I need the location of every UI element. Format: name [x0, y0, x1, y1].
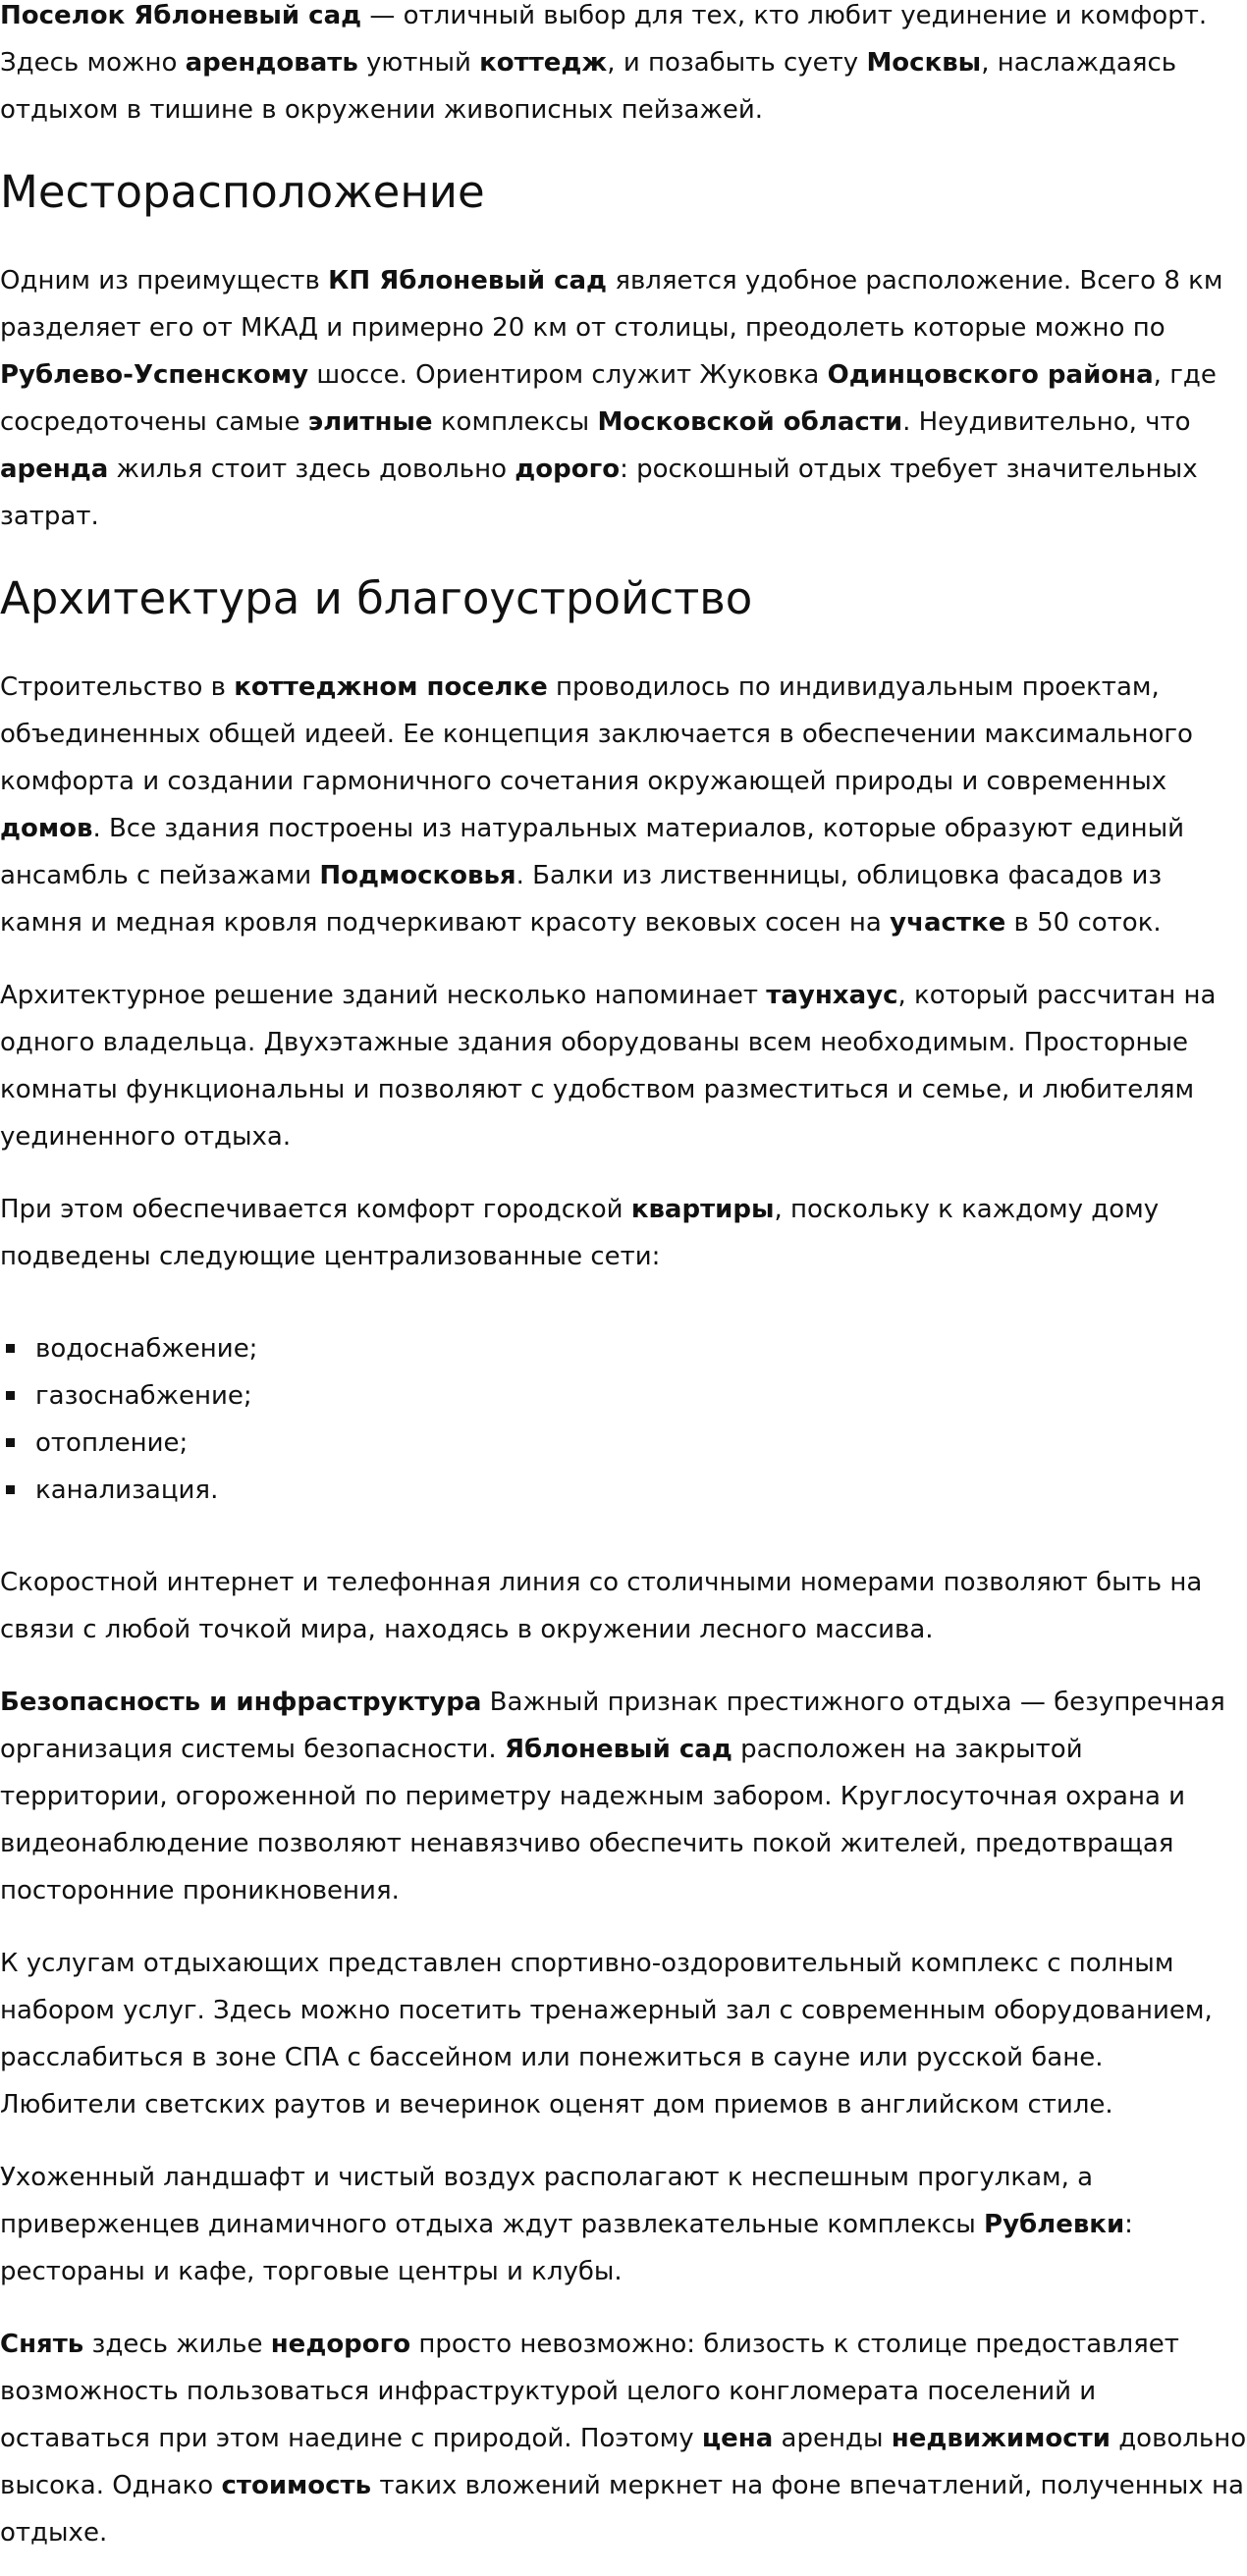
security-paragraph-4: Снять здесь жилье недорого просто невозможно: близость к столице предоставляет возможность пользоваться инфраструктурой целого конгломерата поселений и оставаться при этом наедине с природой. Поэтому цена аренды недвижимости довольно высока. Однако стоимость таких вложений меркнет на фоне впечатлений, полученных на отдыхе. — [0, 2330, 1247, 2548]
internet-paragraph: Скоростной интернет и телефонная линия со столичными номерами позволяют быть на связи с любой точкой мира, находясь в окружении лесного массива. — [0, 1568, 1203, 1644]
heading-architecture: Архитектура и благоустройство — [0, 572, 753, 624]
security-paragraph-1: Безопасность и инфраструктура Важный признак престижного отдыха — безупречная организация системы безопасности. Яблоневый сад расположен на закрытой территории, огороженной по периметру надежным забором. Круглосуточная охрана и видеонаблюдение позволяют ненавязчиво обеспечить покой жителей, предотвращая посторонние проникновения. — [0, 1688, 1225, 1905]
list-item: канализация. — [0, 1467, 1247, 1514]
heading-location: Месторасположение — [0, 166, 485, 218]
architecture-paragraph-1: Строительство в коттеджном поселке проводилось по индивидуальным проектам, объединенных общей идеей. Ее концепция заключается в обеспечении максимального комфорта и создании гармоничного сочетания окружающей природы и современных домов. Все здания построены из натуральных материалов, которые образуют единый ансамбль с пейзажами Подмосковья. Балки из лиственницы, облицовка фасадов из камня и медная кровля подчеркивают красоту вековых сосен на участке в 50 соток. — [0, 672, 1193, 938]
security-paragraph-3: Ухоженный ландшафт и чистый воздух располагают к неспешным прогулкам, а приверженцев динамичного отдыха ждут развлекательные комплексы Рублевки: рестораны и кафе, торговые центры и клубы. — [0, 2163, 1133, 2286]
security-paragraph-2: К услугам отдыхающих представлен спортивно-оздоровительный комплекс с полным набором услуг. Здесь можно посетить тренажерный зал с современным оборудованием, расслабиться в зоне СПА с бассейном или понежиться в сауне или русской бане. Любители светских раутов и вечеринок оценят дом приемов в английском стиле. — [0, 1949, 1213, 2120]
list-item: газоснабжение; — [0, 1372, 1247, 1420]
architecture-paragraph-3: При этом обеспечивается комфорт городской квартиры, поскольку к каждому дому подведены следующие централизованные сети: — [0, 1195, 1160, 1271]
architecture-paragraph-2: Архитектурное решение зданий несколько напоминает таунхаус, который рассчитан на одного владельца. Двухэтажные здания оборудованы всем необходимым. Просторные комнаты функциональны и позволяют с удобством разместиться и семье, и любителям уединенного отдыха. — [0, 981, 1217, 1152]
intro-paragraph: Поселок Яблоневый сад — отличный выбор для тех, кто любит уединение и комфорт. Здесь можно арендовать уютный коттедж, и позабыть суету Москвы, наслаждаясь отдыхом в тишине в окружении живописных пейзажей. — [0, 1, 1208, 125]
list-item: отопление; — [0, 1420, 1247, 1467]
utilities-list — [0, 1325, 1247, 1514]
list-item: водоснабжение; — [0, 1325, 1247, 1372]
location-paragraph: Одним из преимуществ КП Яблоневый сад является удобное расположение. Всего 8 км разделяет его от МКАД и примерно 20 км от столицы, преодолеть которые можно по Рублево-Успенскому шоссе. Ориентиром служит Жуковка Одинцовского района, где сосредоточены самые элитные комплексы Московской области. Неудивительно, что аренда жилья стоит здесь довольно дорого: роскошный отдых требует значительных затрат. — [0, 266, 1223, 531]
